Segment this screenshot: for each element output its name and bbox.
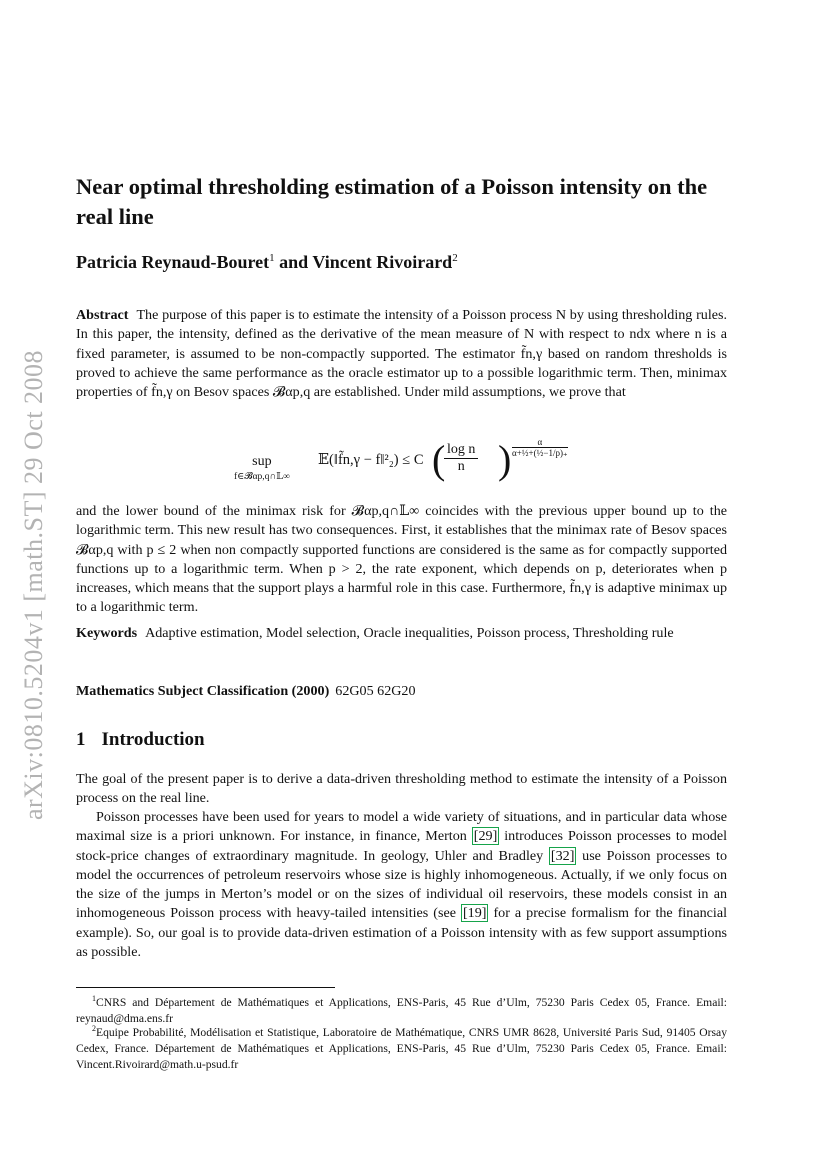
abstract-continued: and the lower bound of the minimax risk for 𝓑αp,q∩𝕃∞ coincides with the previous upper bound up to the logarithmic term. This new result has two consequences. First, it establishes that the minimax rate of Besov spaces 𝓑αp,q with p ≤ 2 when non compactly supported functions are considered is the same as for compactly supported functions up to a logarithmic term. When p > 2, the rate exponent, which depends on p, deteriorates when p increases, which means that the support plays a harmful role in this case. Furthermore, f̃n,γ is adaptive minimax up to a logarithmic term.: [76, 503, 727, 616]
citation-link[interactable]: [29]: [473, 828, 498, 845]
intro-paragraph-1: The goal of the present paper is to derive a data-driven thresholding method to estimate the intensity of a Poisson process on the real line.: [76, 771, 727, 807]
keywords: [76, 624, 727, 643]
section-heading: [76, 729, 205, 751]
section-number: 1: [76, 729, 86, 750]
citation-link[interactable]: [32]: [550, 847, 575, 864]
exponent-numerator: α: [512, 437, 568, 448]
right-paren: ): [498, 437, 512, 482]
footnote-rule: [76, 987, 335, 988]
keywords-label: Keywords: [76, 625, 138, 641]
arxiv-id: arXiv:0810.5204v1 [math.ST] 29 Oct 2008: [19, 349, 48, 821]
intro-paragraph-2: [76, 808, 727, 962]
left-paren: (: [432, 437, 446, 482]
intro-text: Poisson processes have been used for years to model a wide variety of situations, and in particular data whose maximal size is a priori unknown. For instance, in finance, Merton: [76, 809, 727, 845]
main-equation: [226, 437, 646, 496]
abstract-text: The purpose of this paper is to estimate the intensity of a Poisson process N by using thresholding rules. In this paper, the intensity, defined as the derivative of the mean measure of N with respect to ndx where n is a fixed parameter, is assumed to be non-compactly supported. The estimator f̃n,γ based on random thresholds is proved to achieve the same performance as the oracle estimator up to a possible logarithmic term. Then, minimax properties of f̃n,γ on Besov spaces 𝓑αp,q are established. Under mild assumptions, we prove that: [76, 307, 727, 401]
footnote-text: Equipe Probabilité, Modélisation et Statistique, Laboratoire de Mathématique, CNRS UMR 8628, Université Paris Sud, 91405 Orsay Cedex, France. Département de Mathématiques et Applications, ENS-Paris, 45 Rue d’Ulm, 75230 Paris Cedex 05, France. Email: Vincent.Rivoirard@math.u-psud.fr: [76, 1025, 727, 1071]
intro-text: use Poisson processes to model the occurrences of petroleum reservoirs whose size is highly inhomogeneous. Actually, if we only focus on the size of the jumps in Merton’s model or on the sizes of individual oil reservoirs, these models consist in an inhomogeneous Poisson process with heavy-tailed intensities (see: [76, 847, 728, 922]
equation-lhs: 𝔼(‖f̃n,γ − f‖²₂) ≤ C: [318, 452, 424, 468]
author-name: Vincent Rivoirard: [312, 252, 453, 272]
abstract-label: Abstract: [76, 307, 129, 323]
author-joiner: and: [279, 252, 309, 272]
footnote: [76, 1021, 727, 1073]
author-list: [76, 252, 458, 273]
footnote-text: CNRS and Département de Mathématiques et Applications, ENS-Paris, 45 Rue d’Ulm, 75230 Paris Cedex 05, France. Email: reynaud@dma.ens.fr: [76, 995, 727, 1025]
author-name: Patricia Reynaud-Bouret: [76, 252, 270, 272]
intro-text: introduces Poisson processes to model stock-price changes of extraordinary magnitude. In geology, Uhler and Bradley: [76, 828, 727, 864]
fraction-numerator: log n: [444, 442, 478, 459]
sup-operator: sup: [252, 454, 272, 469]
msc-codes: 62G05 62G20: [335, 683, 416, 699]
footnote-mark: 1: [92, 994, 96, 1003]
equation-exponent: [512, 437, 568, 459]
exponent-denominator: α+½+(½−1/p)₊: [512, 448, 568, 458]
footnote-mark: 2: [92, 1024, 96, 1033]
msc-classification: [76, 682, 727, 701]
keywords-text: Adaptive estimation, Model selection, Oracle inequalities, Poisson process, Thresholding rule: [145, 625, 674, 641]
equation-fraction: [444, 442, 478, 475]
arxiv-sidebar-stamp: [14, 330, 54, 840]
section-title: Introduction: [101, 729, 205, 750]
fraction-denominator: n: [457, 459, 465, 474]
paper-title: Near optimal thresholding estimation of a Poisson intensity on the real line: [76, 174, 708, 229]
author-affiliation-mark: 2: [452, 252, 458, 264]
msc-label: Mathematics Subject Classification (2000): [76, 683, 330, 699]
citation-link[interactable]: [19]: [462, 905, 487, 922]
author-affiliation-mark: 1: [269, 252, 275, 264]
sup-subscript: f∈𝓑αp,q∩𝕃∞: [234, 472, 290, 482]
intro-text: for a precise formalism for the financial example). So, our goal is to provide data-driven estimation of a Poisson intensity with as few support assumptions as possible.: [76, 905, 727, 961]
abstract: [76, 306, 727, 402]
equation-sup: [234, 454, 290, 482]
